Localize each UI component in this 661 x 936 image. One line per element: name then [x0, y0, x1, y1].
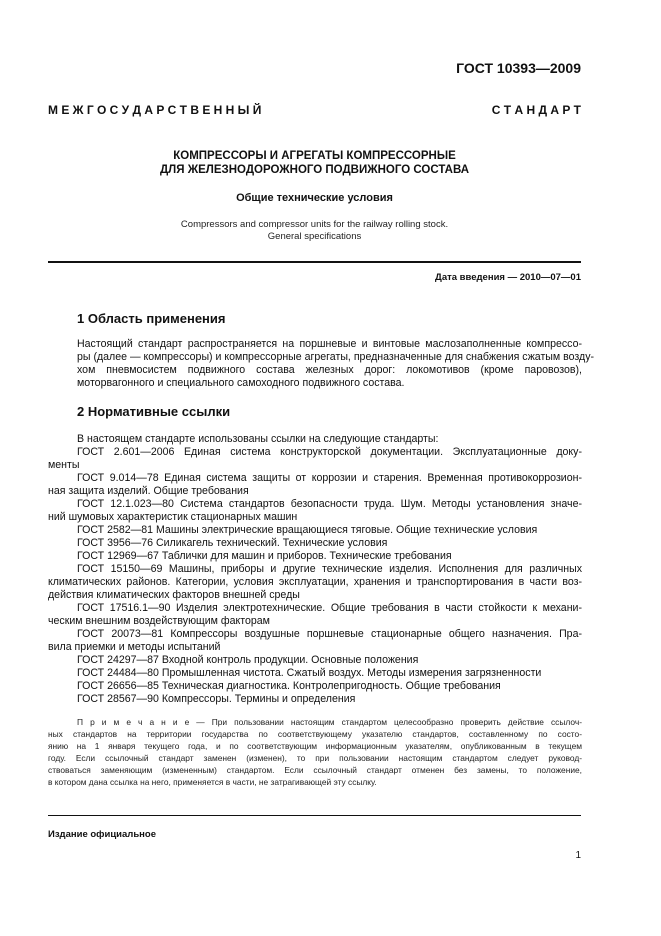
section-1-line: ры (далее — компрессоры) и компрессорные агрегаты, предназначенные для снабжения сжатым возду- — [77, 351, 595, 363]
section-1-line: Настоящий стандарт распространяется на поршневые и винтовые маслозаполненные компрессо- — [77, 338, 582, 350]
section-1-line: моторвагонного и специального самоходного подвижного состава. — [77, 377, 405, 389]
reference-line: ГОСТ 12.1.023—80 Система стандартов безопасности труда. Шум. Методы установления значе- — [77, 498, 582, 510]
reference-continuation: действия климатических факторов внешней среды — [48, 589, 300, 601]
section-2-intro-text: В настоящем стандарте использованы ссылки на следующие стандарты: — [77, 433, 439, 445]
footer-rule — [48, 815, 581, 816]
reference-item — [48, 602, 582, 628]
reference-line: ГОСТ 12969—67 Таблички для машин и приборов. Технические требования — [77, 550, 452, 562]
banner-right: С Т А Н Д А Р Т — [491, 103, 581, 117]
page-number: 1 — [575, 850, 581, 861]
reference-continuation: ческим внешним воздействующим факторам — [48, 615, 270, 627]
reference-line: ГОСТ 17516.1—90 Изделия электротехнические. Общие требования в части стойкости к механи- — [77, 602, 582, 614]
header-rule — [48, 261, 581, 263]
note-line: ных стандартов на территории государства по соответствующему указателю стандартов, составленному по состо- — [48, 729, 582, 739]
title-line-1: КОМПРЕССОРЫ И АГРЕГАТЫ КОМПРЕССОРНЫЕ — [173, 150, 456, 162]
section-1-heading: 1 Область применения — [77, 311, 226, 326]
english-title-line-1: Compressors and compressor units for the railway rolling stock. — [180, 219, 449, 230]
reference-item — [48, 537, 582, 550]
reference-line: ГОСТ 20073—81 Компрессоры воздушные поршневые стационарные общего назначения. Пра- — [77, 628, 582, 640]
banner-left: М Е Ж Г О С У Д А Р С Т В Е Н Н Ы Й — [48, 103, 262, 117]
introduction-date: Дата введения — 2010—07—01 — [435, 272, 581, 283]
section-2-heading: 2 Нормативные ссылки — [77, 404, 231, 419]
reference-line: ГОСТ 2582—81 Машины электрические вращающиеся тяговые. Общие технические условия — [77, 524, 538, 536]
reference-item — [48, 628, 582, 654]
standard-banner — [48, 103, 581, 117]
reference-line: ГОСТ 3956—76 Силикагель технический. Технические условия — [77, 537, 388, 549]
reference-continuation: менты — [48, 459, 80, 471]
reference-item — [48, 472, 582, 498]
reference-item — [48, 693, 582, 706]
reference-line: ГОСТ 15150—69 Машины, приборы и другие технические изделия. Исполнения для различных — [77, 563, 582, 575]
title-line-2: ДЛЯ ЖЕЛЕЗНОДОРОЖНОГО ПОДВИЖНОГО СОСТАВА — [159, 164, 470, 176]
reference-line: ГОСТ 28567—90 Компрессоры. Термины и определения — [77, 693, 356, 705]
note-paragraph — [48, 716, 582, 788]
reference-line: ГОСТ 9.014—78 Единая система защиты от коррозии и старения. Временная противокоррозион- — [77, 472, 582, 484]
english-title-line-2: General specifications — [267, 231, 362, 242]
reference-continuation: климатических районов. Категории, условия эксплуатации, хранения и транспортирования в части воз- — [48, 576, 582, 588]
reference-line: ГОСТ 2.601—2006 Единая система конструкторской документации. Эксплуатационные доку- — [77, 446, 582, 458]
reference-line: ГОСТ 26656—85 Техническая диагностика. Контролепригодность. Общие требования — [77, 680, 501, 692]
note-line: янию на 1 января текущего года, и по соответствующим информационным указателям, опубликованным в текущем — [48, 741, 582, 751]
note-line: ствоваться заменяющим (измененным) стандартом. Если ссылочный стандарт отменен без замены, то положение, — [48, 765, 582, 775]
note-line: году. Если ссылочный стандарт заменен (изменен), то при пользовании настоящим стандартом следует руковод- — [48, 753, 582, 763]
section-2-intro — [77, 433, 582, 446]
reference-item — [48, 550, 582, 563]
reference-item — [48, 680, 582, 693]
reference-line: ГОСТ 24297—87 Входной контроль продукции. Основные положения — [77, 654, 419, 666]
reference-item — [48, 563, 582, 602]
reference-item — [48, 524, 582, 537]
note-line: в котором дана ссылка на него, применяется в части, не затрагивающей эту ссылку. — [48, 777, 377, 787]
reference-item — [48, 654, 582, 667]
reference-item — [48, 667, 582, 680]
reference-item — [48, 446, 582, 472]
section-1-paragraph — [77, 338, 595, 390]
subtitle: Общие технические условия — [236, 192, 393, 204]
reference-continuation: ная защита изделий. Общие требования — [48, 485, 249, 497]
reference-line: ГОСТ 24484—80 Промышленная чистота. Сжатый воздух. Методы измерения загрязненности — [77, 667, 542, 679]
document-number: ГОСТ 10393—2009 — [456, 60, 581, 76]
note-line: П р и м е ч а н и е — При пользовании настоящим стандартом целесообразно проверить действие ссылоч- — [77, 717, 582, 727]
reference-item — [48, 498, 582, 524]
reference-continuation: ний шумовых характеристик стационарных машин — [48, 511, 298, 523]
edition-label: Издание официальное — [48, 829, 156, 840]
reference-continuation: вила приемки и методы испытаний — [48, 641, 221, 653]
section-1-line: хом пневмосистем подвижного состава железных дорог: локомотивов (кроме паровозов), — [77, 364, 582, 376]
